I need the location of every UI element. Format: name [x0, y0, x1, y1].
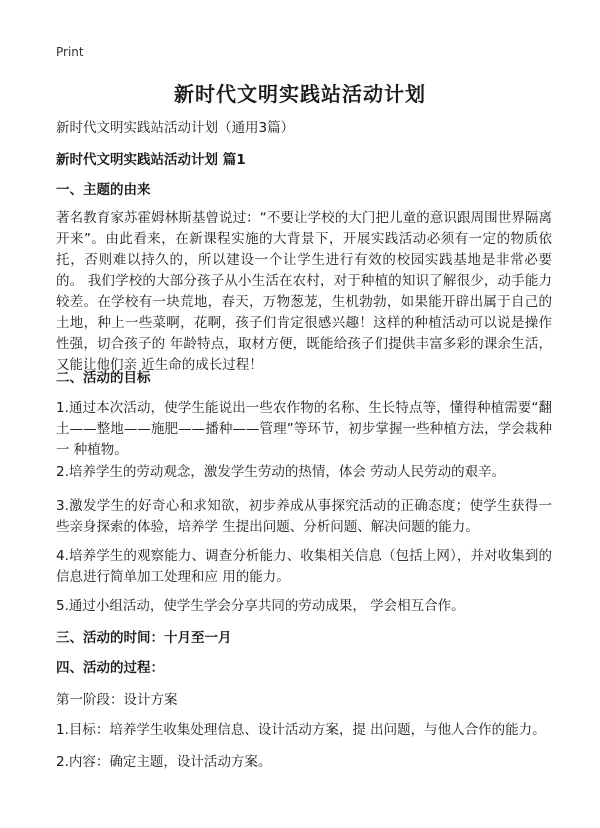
paragraph-goal-4: 4.培养学生的观察能力、调查分析能力、收集相关信息（包括上网），并对收集到的信息进行简单加工处理和应 用的能力。	[56, 548, 552, 585]
paragraph-origin: 著名教育家苏霍姆林斯基曾说过：“不要让学校的大门把儿童的意识跟周围世界隔离开来”。由此看来，在新课程实施的大背景下，开展实践活动必须有一定的物质依托，否则难以持久的，所以建设一个让学生进行有效的校园实践基地是非常必要的。 我们学校的大部分孩子从小生活在农村，对于种植的知识了解很少，动手能力较差。在学校有一块荒地，春天，万物葱茏，生机勃勃，如果能开辟出属于自己的土地，种上一些菜啊，花啊，孩子们肯定很感兴趣！这样的种植活动可以说是操作性强，切合孩子的 年龄特点，取材方便，既能给孩子们提供丰富多彩的课余生活，又能让他们亲 近生命的成长过程！	[56, 210, 552, 373]
paragraph-goal-2: 2.培养学生的劳动观念，激发学生劳动的热情，体会 劳动人民劳动的艰辛。	[56, 464, 506, 480]
section-heading-goals: 二、活动的目标	[56, 370, 151, 386]
paragraph-stage-goal: 1.目标：培养学生收集处理信息、设计活动方案，提 出问题，与他人合作的能力。	[56, 722, 546, 738]
print-link[interactable]: Print	[56, 45, 84, 59]
paragraph-goal-1: 1.通过本次活动，使学生能说出一些农作物的名称、生长特点等，懂得种植需要“翻土——整地——施肥——播种——管理”等环节，初步掌握一些种植方法，学会栽种一 种植物。	[56, 400, 552, 458]
paragraph-stage-1: 第一阶段：设计方案	[56, 692, 178, 708]
section-heading-time: 三、活动的时间：十月至一月	[56, 630, 232, 646]
article-heading: 新时代文明实践站活动计划 篇1	[56, 152, 246, 168]
page-title: 新时代文明实践站活动计划	[174, 82, 426, 106]
paragraph-goal-3: 3.激发学生的好奇心和求知欲，初步养成从事探究活动的正确态度；使学生获得一些亲身探索的体验，培养学 生提出问题、分析问题、解决问题的能力。	[56, 498, 552, 535]
section-heading-process: 四、活动的过程：	[56, 660, 164, 676]
section-heading-origin: 一、主题的由来	[56, 182, 151, 198]
paragraph-goal-5: 5.通过小组活动，使学生学会分享共同的劳动成果， 学会相互合作。	[56, 598, 465, 614]
paragraph-stage-content: 2.内容：确定主题，设计活动方案。	[56, 754, 272, 770]
doc-subtitle: 新时代文明实践站活动计划（通用3篇）	[56, 120, 295, 136]
